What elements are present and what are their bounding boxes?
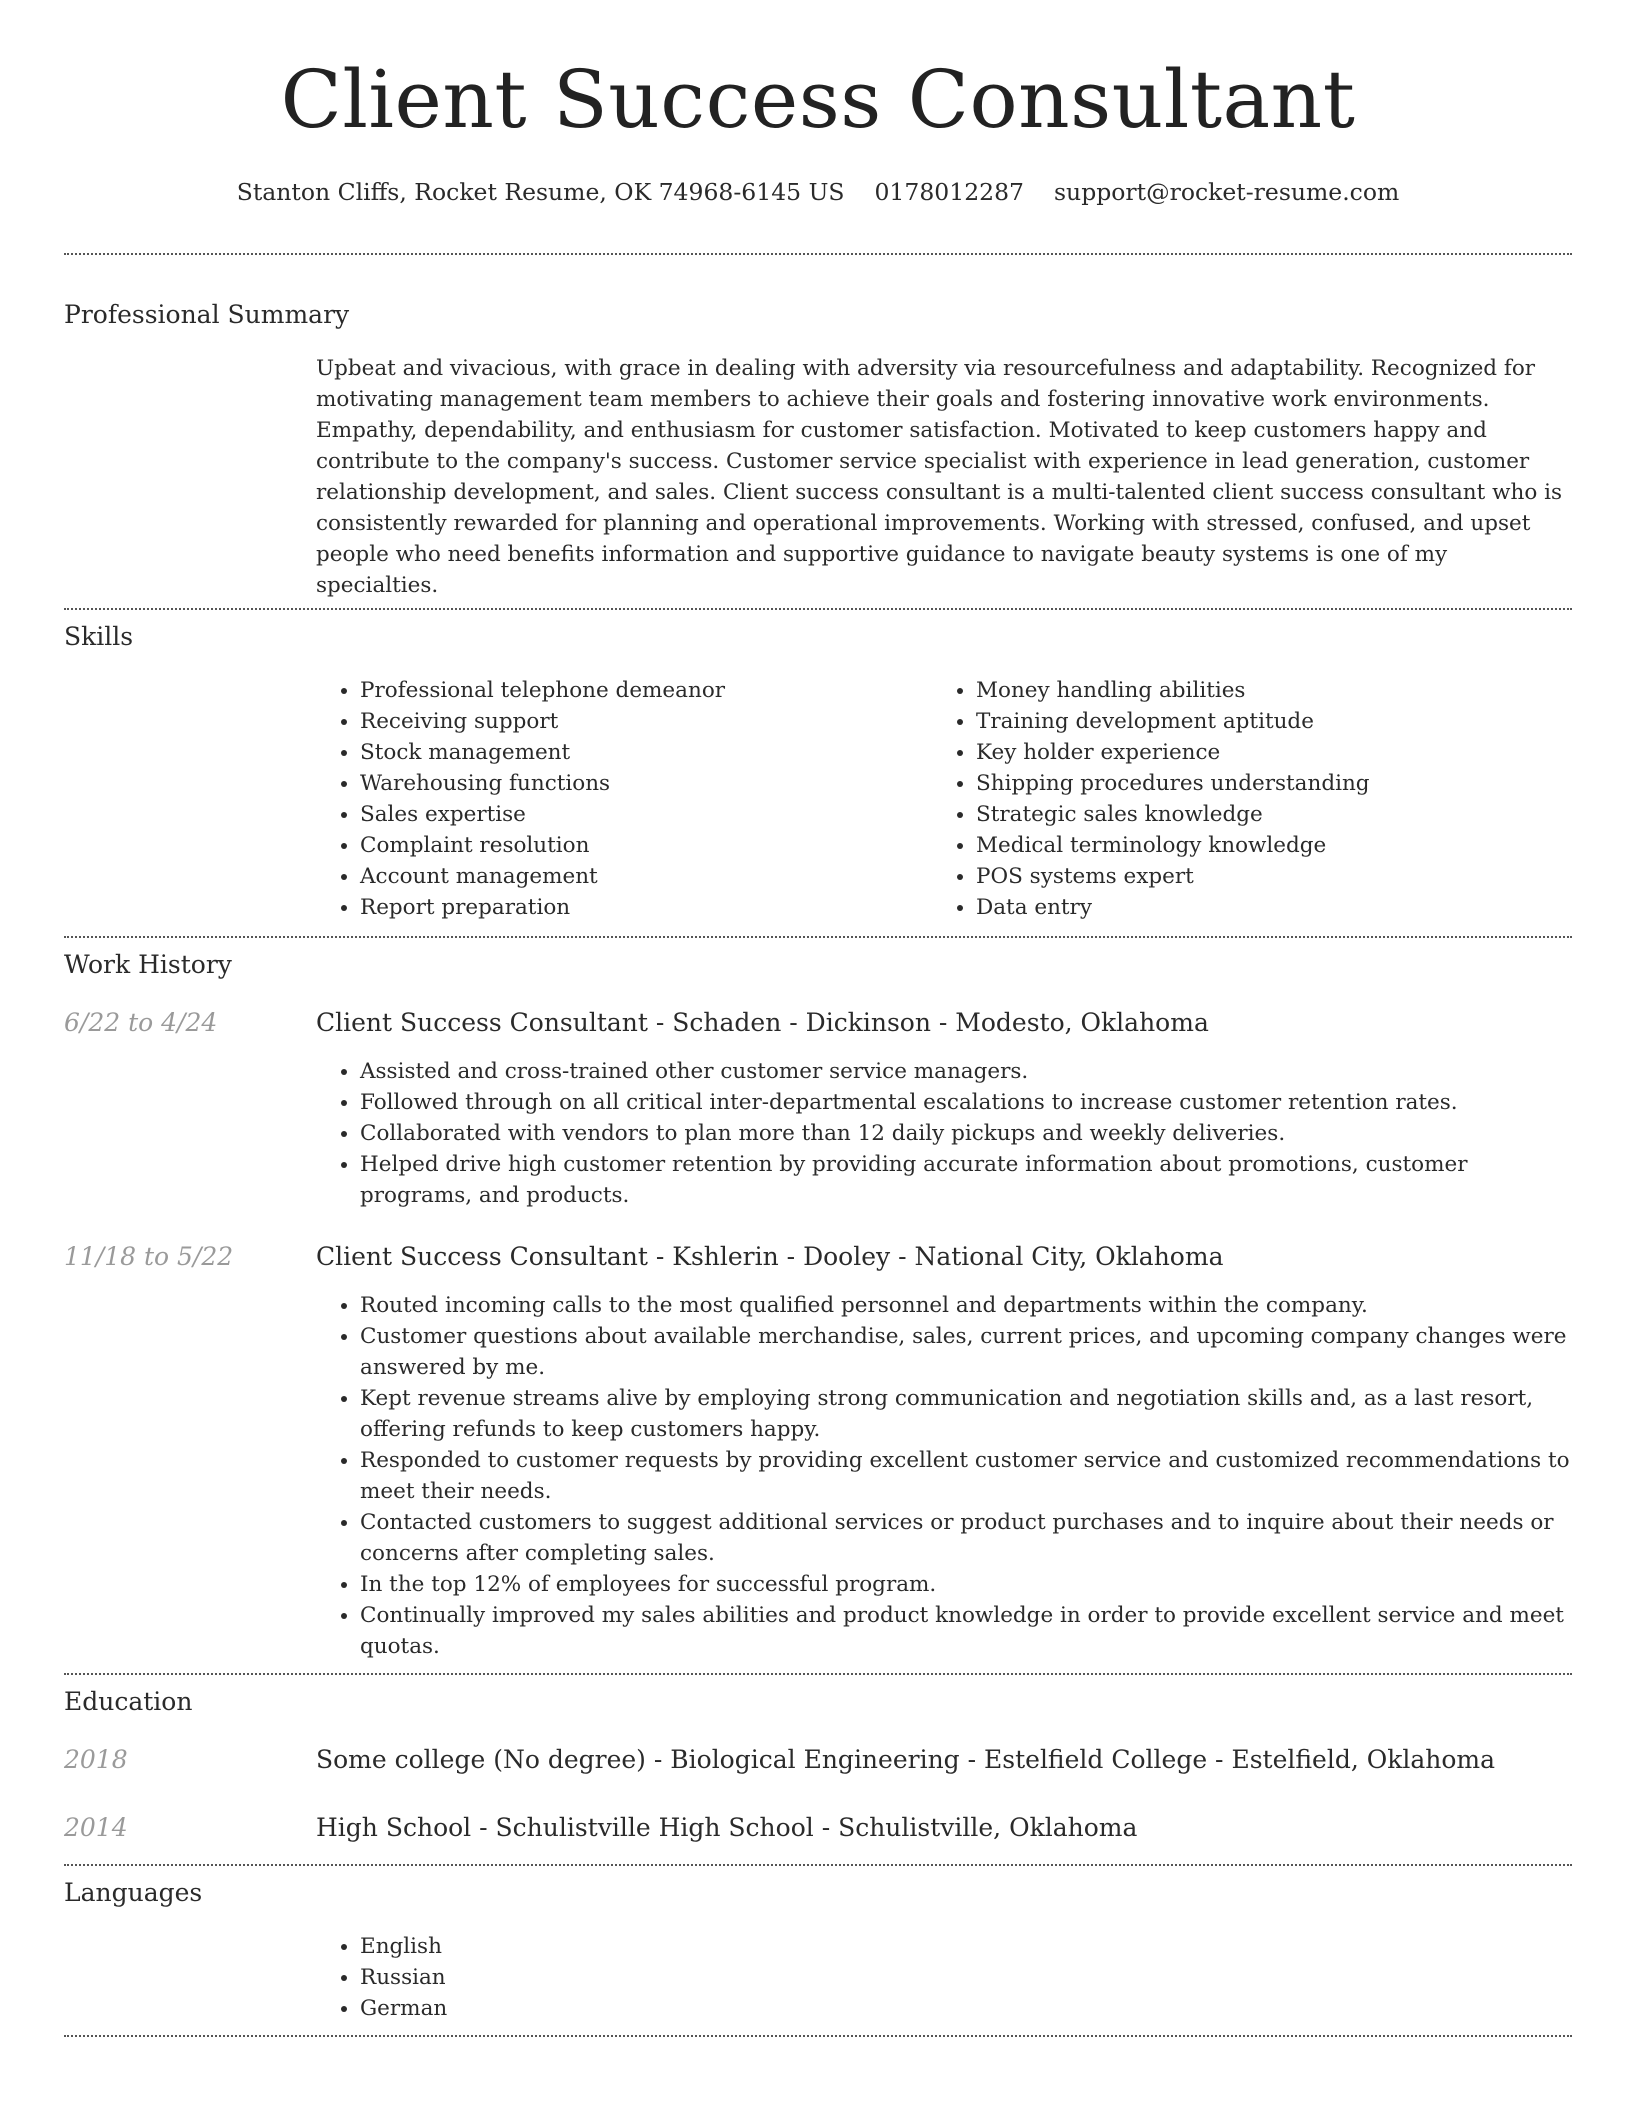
skill-item: • Complaint resolution xyxy=(360,830,932,861)
contact-email: support@rocket-resume.com xyxy=(1054,178,1400,206)
section-title-education: Education xyxy=(64,1687,193,1716)
skill-item: • Account management xyxy=(360,861,932,892)
education-entry xyxy=(64,1812,1572,1844)
language-item: • English xyxy=(360,1931,1572,1962)
job-bullet: • Assisted and cross-trained other customer service managers. xyxy=(360,1056,1572,1087)
skill-item: • Training development aptitude xyxy=(976,706,1548,737)
skill-item: • Shipping procedures understanding xyxy=(976,768,1548,799)
skill-item: • Professional telephone demeanor xyxy=(360,675,932,706)
section-title-skills: Skills xyxy=(64,622,134,651)
section-title-summary: Professional Summary xyxy=(64,300,350,329)
professional-summary-section xyxy=(64,299,1572,601)
job-bullet: • Continually improved my sales abilities and product knowledge in order to provide excellent service and meet quotas. xyxy=(360,1600,1572,1662)
skill-item: • Medical terminology knowledge xyxy=(976,830,1548,861)
section-divider xyxy=(64,608,1572,610)
job-bullets xyxy=(316,1056,1572,1211)
section-title-work: Work History xyxy=(64,950,232,979)
resume-page xyxy=(64,0,1572,2037)
job-bullets xyxy=(316,1290,1572,1662)
job-entry xyxy=(64,1007,1572,1211)
skill-item: • Warehousing functions xyxy=(360,768,932,799)
candidate-name: Client Success Consultant xyxy=(280,53,1356,146)
section-divider xyxy=(64,1673,1572,1675)
education-year: 2018 xyxy=(64,1745,128,1774)
job-bullet: • Routed incoming calls to the most qualified personnel and departments within the company. xyxy=(360,1290,1572,1321)
skill-item: • Data entry xyxy=(976,892,1548,923)
job-bullet: • Customer questions about available merchandise, sales, current prices, and upcoming company changes were answered by me. xyxy=(360,1321,1572,1383)
job-bullet: • Helped drive high customer retention by providing accurate information about promotions, customer programs, and products. xyxy=(360,1149,1572,1211)
education-section xyxy=(64,1686,1572,1844)
skill-item: • Key holder experience xyxy=(976,737,1548,768)
skills-section xyxy=(64,621,1572,923)
contact-line xyxy=(64,176,1572,208)
skill-item: • Stock management xyxy=(360,737,932,768)
education-heading: High School - Schulistville High School - Schulistville, Oklahoma xyxy=(316,1813,1138,1842)
skill-item: • Sales expertise xyxy=(360,799,932,830)
skill-item: • Receiving support xyxy=(360,706,932,737)
language-item: • Russian xyxy=(360,1962,1572,1993)
education-entry xyxy=(64,1744,1572,1776)
section-divider xyxy=(64,1864,1572,1866)
section-divider xyxy=(64,936,1572,938)
skills-list-right xyxy=(932,675,1548,923)
education-year: 2014 xyxy=(64,1813,128,1842)
languages-list xyxy=(316,1931,1572,2024)
summary-text: Upbeat and vivacious, with grace in dealing with adversity via resourcefulness and adaptability. Recognized for motivating management team members to achieve their goals and fostering innovative work environments. Empathy, dependability, and enthusiasm for customer satisfaction. Motivated to keep customers happy and contribute to the company's success. Customer service specialist with experience in lead generation, customer relationship development, and sales. Client success consultant is a multi-talented client success consultant who is consistently rewarded for planning and operational improvements. Working with stressed, confused, and upset people who need benefits information and supportive guidance to navigate beauty systems is one of my specialties. xyxy=(316,356,1563,598)
job-entry xyxy=(64,1241,1572,1662)
section-divider xyxy=(64,253,1572,255)
job-bullet: • In the top 12% of employees for successful program. xyxy=(360,1569,1572,1600)
language-item: • German xyxy=(360,1993,1572,2024)
education-heading: Some college (No degree) - Biological Engineering - Estelfield College - Estelfield, Oklahoma xyxy=(316,1745,1496,1774)
job-heading: Client Success Consultant - Kshlerin - Dooley - National City, Oklahoma xyxy=(316,1242,1224,1271)
skill-item: • Strategic sales knowledge xyxy=(976,799,1548,830)
skills-list-left xyxy=(316,675,932,923)
languages-section xyxy=(64,1877,1572,2024)
job-bullet: • Contacted customers to suggest additional services or product purchases and to inquire about their needs or concerns after completing sales. xyxy=(360,1507,1572,1569)
job-bullet: • Followed through on all critical inter-departmental escalations to increase customer retention rates. xyxy=(360,1087,1572,1118)
contact-phone: 0178012287 xyxy=(874,178,1024,206)
skill-item: • Money handling abilities xyxy=(976,675,1548,706)
section-title-languages: Languages xyxy=(64,1878,203,1907)
job-dates: 11/18 to 5/22 xyxy=(64,1242,234,1271)
job-heading: Client Success Consultant - Schaden - Dickinson - Modesto, Oklahoma xyxy=(316,1008,1209,1037)
job-bullet: • Collaborated with vendors to plan more than 12 daily pickups and weekly deliveries. xyxy=(360,1118,1572,1149)
skill-item: • POS systems expert xyxy=(976,861,1548,892)
job-dates: 6/22 to 4/24 xyxy=(64,1008,218,1037)
skill-item: • Report preparation xyxy=(360,892,932,923)
section-divider xyxy=(64,2035,1572,2037)
job-bullet: • Kept revenue streams alive by employing strong communication and negotiation skills and, as a last resort, offering refunds to keep customers happy. xyxy=(360,1383,1572,1445)
work-history-section xyxy=(64,949,1572,1662)
job-bullet: • Responded to customer requests by providing excellent customer service and customized recommendations to meet their needs. xyxy=(360,1445,1572,1507)
contact-address: Stanton Cliffs, Rocket Resume, OK 74968-6145 US xyxy=(236,178,845,206)
